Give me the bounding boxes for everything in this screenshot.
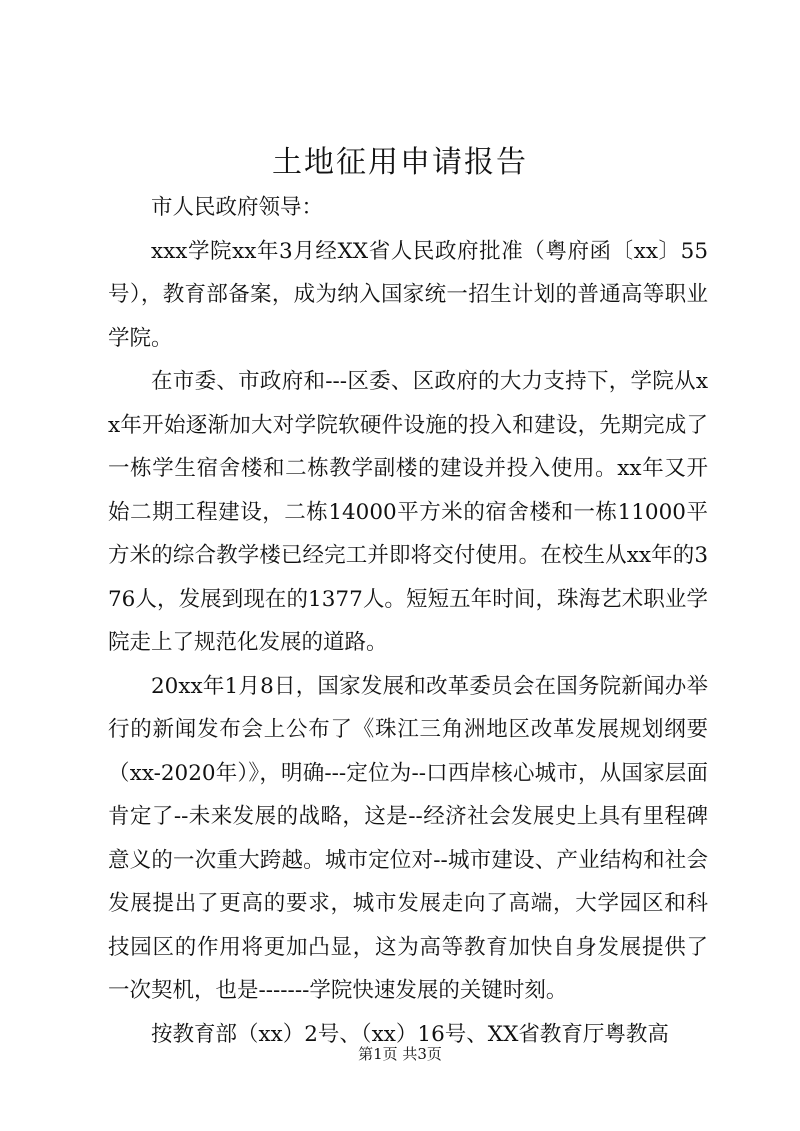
document-body (108, 186, 708, 1056)
paragraph-4: 按教育部（xx）2号、（xx）16号、XX省教育厅粤教高 (151, 1021, 669, 1047)
salutation: 市人民政府领导： (151, 195, 324, 220)
paragraph-1: xxx学院xx年3月经XX省人民政府批准（粤府函〔xx〕55号），教育部备案，成为纳入国家统一招生计划的普通高等职业学院。 (108, 238, 708, 351)
paragraph-3: 20xx年1月8日，国家发展和改革委员会在国务院新闻办举行的新闻发布会上公布了《珠江三角洲地区改革发展规划纲要（xx-2020年）》，明确---定位为--口西岸核心城市，从国家层面肯定了--未来发展的战略，这是--经济社会发展史上具有里程碑意义的一次重大跨越。城市定位对--城市建设、产业结构和社会发展提出了更高的要求，城市发展走向了高端，大学园区和科技园区的作用将更加凸显，这为高等教育加快自身发展提供了一次契机，也是-------学院快速发展的关键时刻。 (108, 673, 708, 1003)
page-footer: 第1页 共3页 (358, 1045, 442, 1063)
document-title: 土地征用申请报告 (272, 145, 528, 180)
paragraph-2: 在市委、市政府和---区委、区政府的大力支持下，学院从xx年开始逐渐加大对学院软硬件设施的投入和建设，先期完成了一栋学生宿舍楼和二栋教学副楼的建设并投入使用。xx年又开始二期工程建设，二栋14000平方米的宿舍楼和一栋11000平方米的综合教学楼已经完工并即将交付使用。在校生从xx年的376人，发展到现在的1377人。短短五年时间，珠海艺术职业学院走上了规范化发展的道路。 (108, 369, 708, 655)
